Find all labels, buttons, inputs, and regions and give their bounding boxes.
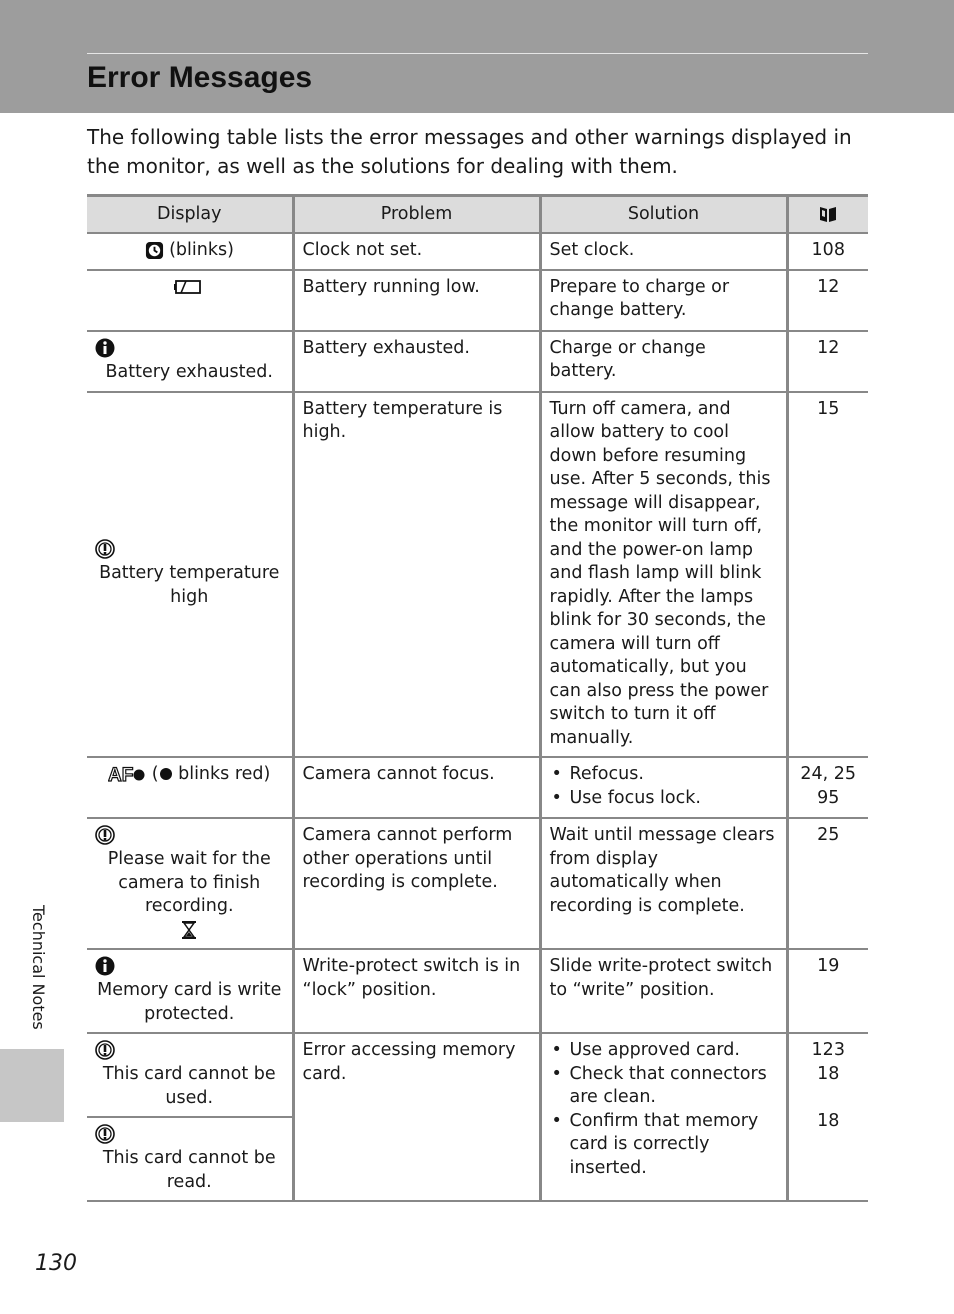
display-text: This card cannot be used. xyxy=(102,1064,276,1108)
page-title: Error Messages xyxy=(87,61,313,94)
column-header-display: Display xyxy=(87,196,293,234)
display-text: Battery exhausted. xyxy=(105,361,273,382)
display-text: (blinks) xyxy=(169,240,234,260)
reference-cell: 108 xyxy=(787,233,868,270)
focus-dot-icon xyxy=(159,767,173,781)
solution-cell xyxy=(540,757,787,818)
problem-cell: Write-protect switch is in “lock” position. xyxy=(293,949,540,1033)
table-row xyxy=(87,331,868,392)
info-icon xyxy=(95,956,115,976)
reference-line: 123 xyxy=(811,1040,845,1060)
display-cell xyxy=(87,331,293,392)
display-text: Battery temperature high xyxy=(99,563,280,607)
reference-cell: 25 xyxy=(787,818,868,949)
display-cell xyxy=(87,233,293,270)
problem-cell: Battery exhausted. xyxy=(293,331,540,392)
table-row xyxy=(87,233,868,270)
display-text: ( blinks red) xyxy=(151,764,271,784)
warning-icon xyxy=(95,539,115,559)
reference-cell: 12 xyxy=(787,270,868,331)
display-cell xyxy=(87,392,293,758)
reference-line: 18 xyxy=(817,1063,840,1084)
svg-text:AF: AF xyxy=(108,765,134,784)
display-cell xyxy=(87,757,293,818)
table-row xyxy=(87,949,868,1033)
problem-cell: Camera cannot perform other operations until recording is complete. xyxy=(293,818,540,949)
column-header-reference xyxy=(787,196,868,234)
solution-cell: Set clock. xyxy=(540,233,787,270)
column-header-solution: Solution xyxy=(540,196,787,234)
table-header-row xyxy=(87,196,868,234)
problem-cell: Error accessing memory card. xyxy=(293,1033,540,1201)
display-text: Please wait for the camera to finish recording. xyxy=(107,849,271,916)
problem-cell: Battery temperature is high. xyxy=(293,392,540,758)
solution-list xyxy=(550,1039,778,1180)
problem-cell: Battery running low. xyxy=(293,270,540,331)
problem-cell: Camera cannot focus. xyxy=(293,757,540,818)
table-row xyxy=(87,270,868,331)
table-row xyxy=(87,392,868,758)
display-text: Memory card is write protected. xyxy=(97,980,282,1024)
warning-icon xyxy=(95,825,115,845)
display-text: This card cannot be read. xyxy=(102,1148,276,1192)
error-messages-table xyxy=(87,194,868,1202)
intro-paragraph: The following table lists the error messages and other warnings displayed in the monitor, as well as the solutions for dealing with them. xyxy=(87,125,852,178)
battery-low-icon xyxy=(174,278,204,296)
info-icon xyxy=(95,338,115,358)
table-row xyxy=(87,1033,868,1117)
list-item: • Check that connectors are clean. xyxy=(550,1063,778,1110)
column-header-problem: Problem xyxy=(293,196,540,234)
section-label: Technical Notes xyxy=(29,905,48,1030)
page-number: 130 xyxy=(35,1251,77,1276)
table-row xyxy=(87,757,868,818)
reference-line: 18 xyxy=(817,1111,840,1131)
display-cell xyxy=(87,949,293,1033)
list-item: • Confirm that memory card is correctly inserted. xyxy=(550,1110,778,1181)
reference-line: 95 xyxy=(817,787,840,808)
reference-cell: 15 xyxy=(787,392,868,758)
display-cell xyxy=(87,818,293,949)
reference-cell xyxy=(787,1033,868,1201)
reference-line xyxy=(797,1086,861,1110)
warning-icon xyxy=(95,1040,115,1060)
header-rule xyxy=(87,53,868,54)
solution-cell: Charge or change battery. xyxy=(540,331,787,392)
table-row xyxy=(87,818,868,949)
display-cell xyxy=(87,1117,293,1201)
solution-cell xyxy=(540,1033,787,1201)
list-item: • Refocus. xyxy=(550,763,778,787)
reference-cell: 12 xyxy=(787,331,868,392)
hourglass-icon xyxy=(181,920,197,940)
clock-icon xyxy=(145,241,164,260)
solution-cell: Slide write-protect switch to “write” position. xyxy=(540,949,787,1033)
list-item: • Use approved card. xyxy=(550,1039,778,1063)
warning-icon xyxy=(95,1124,115,1144)
display-cell xyxy=(87,270,293,331)
solution-list xyxy=(550,763,778,810)
section-side-tab xyxy=(0,1049,64,1122)
book-reference-icon xyxy=(818,204,838,224)
af-indicator-icon xyxy=(108,764,146,784)
reference-cell xyxy=(787,757,868,818)
solution-cell: Prepare to charge or change battery. xyxy=(540,270,787,331)
problem-cell: Clock not set. xyxy=(293,233,540,270)
display-cell xyxy=(87,1033,293,1117)
solution-cell: Turn off camera, and allow battery to cool down before resuming use. After 5 seconds, this message will disappear, the monitor will turn off, and the power-on lamp and flash lamp will blink rapidly. After the lamps blink for 30 seconds, the camera will turn off automatically, but you can also press the power switch to turn it off manually. xyxy=(540,392,787,758)
reference-cell: 19 xyxy=(787,949,868,1033)
reference-line: 24, 25 xyxy=(800,764,857,784)
solution-cell: Wait until message clears from display automatically when recording is complete. xyxy=(540,818,787,949)
list-item: • Use focus lock. xyxy=(550,787,778,811)
